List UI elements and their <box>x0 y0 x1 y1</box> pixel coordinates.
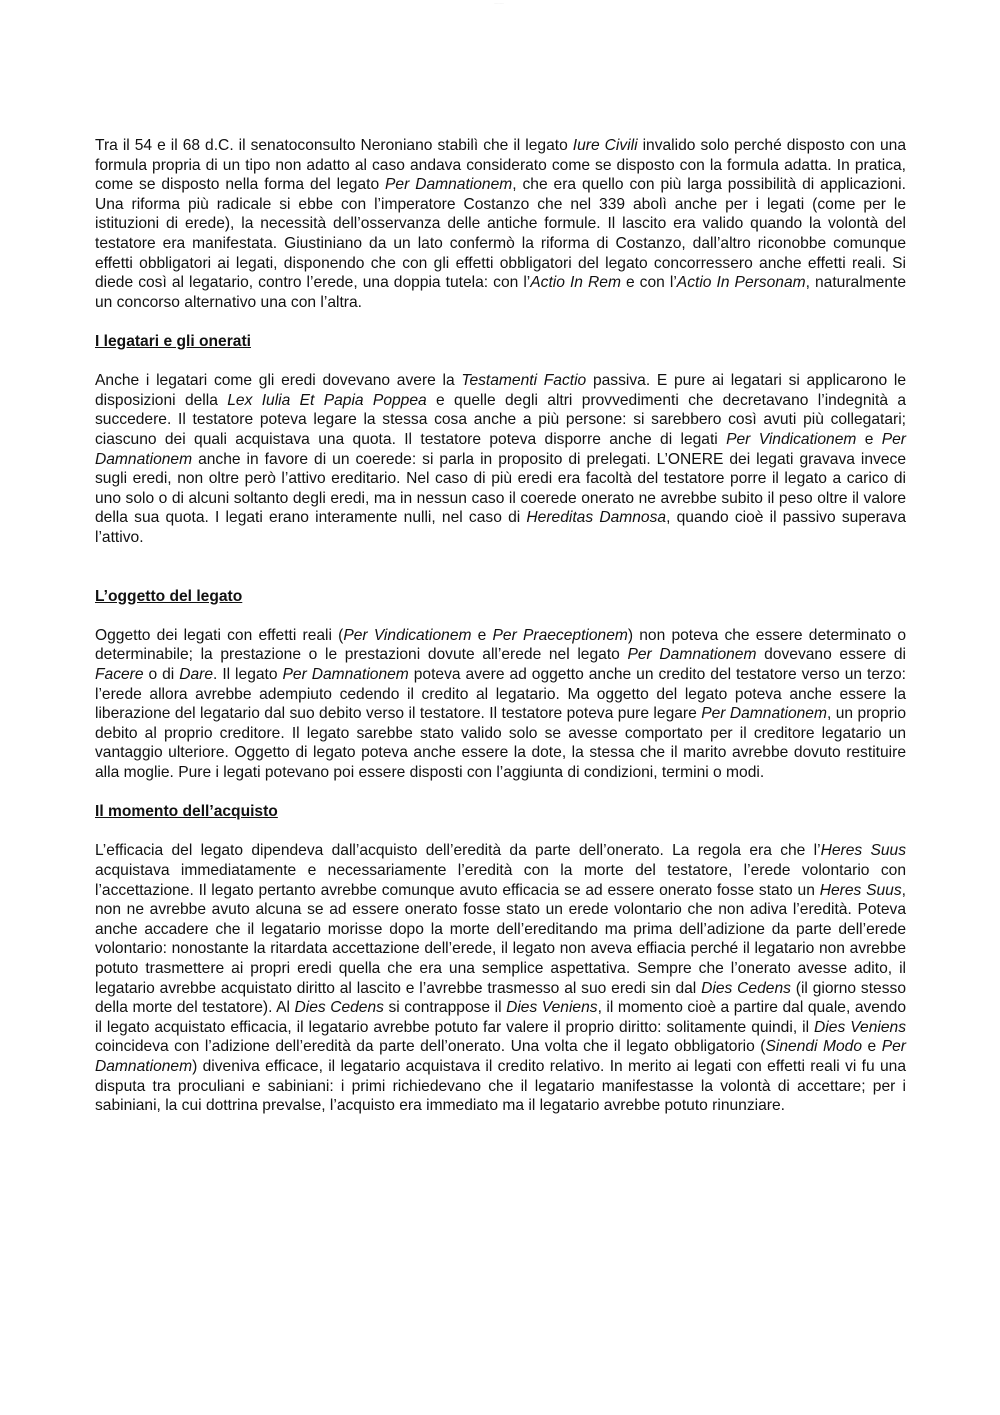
text-run: ) non poteva che essere determinato o determinabile; la prestazione o le prestazioni dovute all’erede nel legato <box>95 626 906 664</box>
text-run: Tra il 54 e il 68 d.C. il senatoconsulto Neroniano stabilì che il legato <box>95 137 573 154</box>
paragraph-momento-acquisto <box>95 841 906 1115</box>
italic-term: Per Damnationem <box>627 646 757 664</box>
text-run: , che era quello con più larga possibilità di applicazioni. Una riforma più radicale si ebbe con l’imperatore Costanzo che nel 339 abolì anche per i legati (come per le istituzioni di erede), la necessità dell’osservanza delle antiche formule. Il lascito era valido quando la volontà del testatore era manifestata. Giustiniano da un lato confermò la riforma di Costanzo, dall’altro riconobbe comunque effetti obbligatori ai legati, disponendo che con gli effetti obbligatori del legato concorressero anche effetti reali. Si diede così al legatario, contro l’erede, una doppia tutela: con l’ <box>95 176 906 292</box>
heading-legatari-onerati: I legatari e gli onerati <box>95 332 251 350</box>
text-run: , non ne avrebbe avuto alcuna se ad essere onerato fosse stato un erede volontario che non adiva l’eredità. Poteva anche accadere che il legatario morisse dopo la morte dell’ereditando ma prima dell’adizione da parte dell’erede volontario: nonostante la ritardata accettazione dell’erede, il legato non aveva effiacia perché il legatario non avrebbe potuto trasmettere ai propri eredi quella che era una semplice aspettativa. Sempre che l’onerato avesse adito, il legatario avrebbe acquistato diritto al lascito e l’avrebbe trasmesso al suo eredi sin dal <box>95 881 906 997</box>
intro-paragraph <box>95 136 906 312</box>
text-run: coincideva con l’adizione dell’eredità da parte dell’onerato. Una volta che il legato obbligatorio ( <box>95 1038 766 1056</box>
text-run: si contrappose il <box>383 999 507 1017</box>
italic-term: Facere <box>95 666 144 684</box>
text-run: Oggetto dei legati con effetti reali ( <box>95 626 344 644</box>
italic-term: Hereditas Damnosa <box>526 509 667 527</box>
text-run: . Il legato <box>213 666 283 684</box>
italic-term: Per Damnationem <box>282 666 409 684</box>
text-run: e <box>862 1038 882 1056</box>
text-run: , quando cioè il passivo superava l’attivo. <box>95 509 907 546</box>
text-run: passiva. E pure ai legatari si applicarono le disposizioni della <box>95 372 907 409</box>
italic-term: Per Praeceptionem <box>492 626 628 644</box>
text-run: Anche i legatari come gli eredi dovevano avere la <box>95 372 462 390</box>
heading-oggetto-legato: L’oggetto del legato <box>95 587 243 605</box>
text-run: e <box>471 626 493 644</box>
italic-term: Actio In Rem <box>530 274 621 292</box>
italic-term: Iure Civili <box>572 137 638 154</box>
italic-term: Per Damnationem <box>95 1038 906 1075</box>
italic-term: Per Damnationem <box>95 430 907 468</box>
text-run: (il giorno stesso della morte del testatore). Al <box>95 979 906 1017</box>
text-run: e con l’ <box>620 274 677 292</box>
text-run: , il momento cioè a partire dal quale, avendo il legato acquistato efficacia, il legatario avrebbe potuto far valere il proprio diritto: solitamente quindi, il <box>95 999 906 1036</box>
italic-term: Per Vindicationem <box>726 430 857 448</box>
italic-term: Per Damnationem <box>385 176 513 194</box>
text-run: invalido solo perché disposto con una formula propria di un tipo non adatto al caso andava considerato come se disposto con la formula adatta. In pratica, come se disposto nella forma del legato <box>95 137 906 194</box>
header-mark: ............ <box>493 1 504 5</box>
paragraph-legatari-onerati <box>95 371 906 547</box>
italic-term: Dies Veniens <box>814 1018 906 1036</box>
heading-momento-acquisto: Il momento dell’acquisto <box>95 803 278 821</box>
text-run: dovevano essere di <box>756 646 907 664</box>
paragraph-oggetto-legato <box>95 626 906 783</box>
italic-term: Dies Cedens <box>701 979 791 997</box>
text-run: L’efficacia del legato dipendeva dall’acquisto dell’eredità da parte dell’onerato. La regola era che l’ <box>95 842 821 860</box>
italic-term: Per Vindicationem <box>343 626 472 644</box>
italic-term: Lex Iulia Et Papia Poppea <box>227 391 427 409</box>
italic-term: Dies Cedens <box>294 999 384 1017</box>
italic-term: Dies Veniens <box>506 999 598 1017</box>
text-run: ) diveniva efficace, il legatario acquistava il credito relativo. In merito ai legati con effetti reali vi fu una disputa tra proculiani e sabiniani: i primi richiedevano che il legatario manifestasse la volontà di accettare; per i sabiniani, la cui dottrina prevalse, l’acquisto era immediato ma il legatario avrebbe potuto rinunziare. <box>95 1057 906 1115</box>
text-run: acquistava immediatamente e necessariamente l’eredità con la morte del testatore, l’erede volontario con l’accettazione. Il legato pertanto avrebbe comunque avuto efficacia se ad essere onerato fosse stato un <box>95 861 906 899</box>
italic-term: Heres Suus <box>819 881 902 899</box>
text-run: e <box>856 430 882 448</box>
italic-term: Per Damnationem <box>701 705 827 723</box>
text-run: , un proprio debito al proprio creditore. Il legato sarebbe stato valido solo se avesse comportato per il creditore legatario un vantaggio ulteriore. Oggetto di legato poteva anche essere la dote, la stessa che il marito avrebbe dovuto restituire alla moglie. Pure i legati potevano poi essere disposti con l’aggiunta di condizioni, termini o modi. <box>95 705 907 781</box>
text-run: o di <box>143 666 180 684</box>
italic-term: Dare <box>179 666 214 684</box>
italic-term: Testamenti Factio <box>461 372 587 390</box>
text-run: e quelle degli altri provvedimenti che decretavano l’indegnità a succedere. Il testatore poteva legare la stessa cosa anche a più persone: si sarebbero così avuti più collegatari; ciascuno dei quali acquistava una quota. Il testatore poteva disporre anche di legati <box>95 391 906 448</box>
italic-term: Actio In Personam <box>676 274 806 292</box>
italic-term: Sinendi Modo <box>765 1038 863 1056</box>
text-run: , naturalmente un concorso alternativo una con l’altra. <box>95 274 906 311</box>
document-page <box>95 136 906 1116</box>
italic-term: Heres Suus <box>820 842 906 860</box>
text-run: anche in favore di un coerede: si parla in proposito di prelegati. L’ONERE dei legati gravava invece sugli eredi, non oltre però l’attivo ereditario. Nel caso di più eredi era facoltà del testatore porre il legato a carico di uno solo o di alcuni soltanto degli eredi, ma in nessun caso il coerede onerato ne avrebbe subito il peso oltre il valore della sua quota. I legati erano interamente nulli, nel caso di <box>95 450 906 527</box>
text-run: poteva avere ad oggetto anche un credito del testatore verso un terzo: l’erede allora avrebbe adempiuto cedendo il credito al legatario. Ma oggetto del legato poteva anche essere la liberazione del legatario dal suo debito verso il testatore. Il testatore poteva pure legare <box>95 666 906 723</box>
